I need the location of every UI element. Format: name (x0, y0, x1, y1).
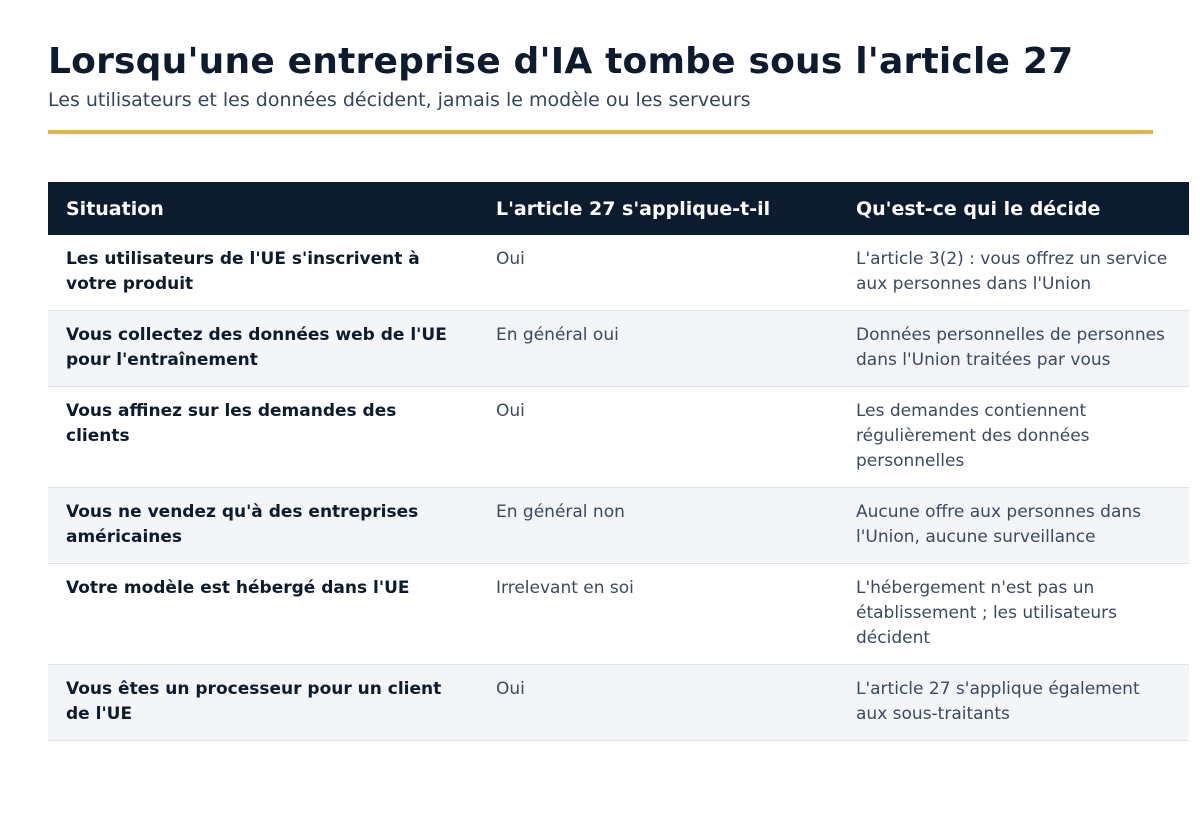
table-row (48, 488, 1189, 564)
table-row (48, 387, 1189, 488)
situation-cell: Vous affinez sur les demandes des clients (48, 387, 478, 488)
document-page (48, 40, 1200, 741)
accent-divider (48, 130, 1153, 134)
situation-cell: Vous ne vendez qu'à des entreprises américaines (48, 488, 478, 564)
applies-cell: Oui (478, 387, 838, 488)
situation-cell: Vous collectez des données web de l'UE pour l'entraînement (48, 311, 478, 387)
column-header-situation: Situation (48, 182, 478, 235)
reason-cell: L'article 3(2) : vous offrez un service aux personnes dans l'Union (838, 235, 1189, 311)
table-row (48, 235, 1189, 311)
table-row (48, 665, 1189, 741)
column-header-reason: Qu'est-ce qui le décide (838, 182, 1189, 235)
page-title: Lorsqu'une entreprise d'IA tombe sous l'article 27 (48, 41, 1074, 82)
page-subtitle: Les utilisateurs et les données décident, jamais le modèle ou les serveurs (48, 89, 751, 111)
reason-cell: Les demandes contiennent régulièrement des données personnelles (838, 387, 1189, 488)
article-27-table (48, 182, 1189, 741)
table-body (48, 235, 1189, 741)
applies-cell: Irrelevant en soi (478, 564, 838, 665)
applies-cell: En général oui (478, 311, 838, 387)
column-header-applies: L'article 27 s'applique-t-il (478, 182, 838, 235)
reason-cell: Aucune offre aux personnes dans l'Union, aucune surveillance (838, 488, 1189, 564)
situation-cell: Vous êtes un processeur pour un client de l'UE (48, 665, 478, 741)
table-header-row (48, 182, 1189, 235)
reason-cell: L'article 27 s'applique également aux sous-traitants (838, 665, 1189, 741)
applies-cell: En général non (478, 488, 838, 564)
table-row (48, 311, 1189, 387)
table-row (48, 564, 1189, 665)
table-header (48, 182, 1189, 235)
applies-cell: Oui (478, 235, 838, 311)
reason-cell: Données personnelles de personnes dans l'Union traitées par vous (838, 311, 1189, 387)
applies-cell: Oui (478, 665, 838, 741)
reason-cell: L'hébergement n'est pas un établissement ; les utilisateurs décident (838, 564, 1189, 665)
situation-cell: Les utilisateurs de l'UE s'inscrivent à votre produit (48, 235, 478, 311)
situation-cell: Votre modèle est hébergé dans l'UE (48, 564, 478, 665)
